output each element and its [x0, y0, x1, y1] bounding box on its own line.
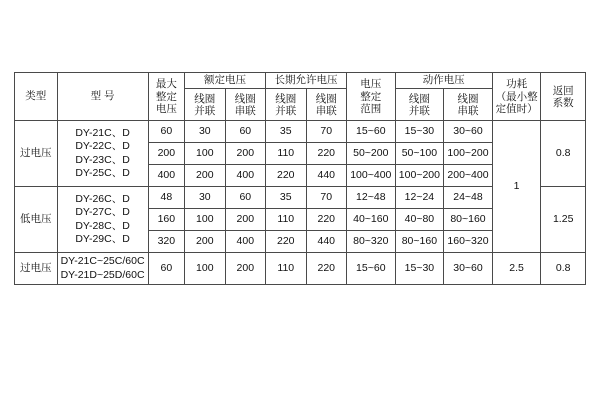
cell-action-parallel: 80~160 — [395, 231, 444, 253]
cell-rated-series: 200 — [225, 209, 265, 231]
header-return-coefficient-line1: 返回 — [552, 84, 574, 97]
model-line: DY-29C、D — [75, 233, 130, 246]
cell-action-parallel: 15~30 — [395, 253, 444, 285]
cell-action-series: 30~60 — [444, 121, 493, 143]
header-rated-coil-parallel-line2: 并联 — [194, 104, 216, 117]
header-rated-coil-parallel-line1: 线圈 — [194, 92, 216, 105]
cell-max-setting-voltage: 160 — [148, 209, 184, 231]
model-line: DY-21C、D — [75, 126, 130, 139]
row-models-overvoltage-1 — [57, 121, 148, 187]
header-rated-coil-parallel — [185, 89, 225, 121]
cell-action-parallel: 40~80 — [395, 209, 444, 231]
cell-setting-range: 15~60 — [347, 253, 396, 285]
cell-rated-parallel: 200 — [185, 231, 225, 253]
cell-max-setting-voltage: 400 — [148, 165, 184, 187]
cell-power-merged: 1 — [492, 121, 541, 253]
cell-action-series: 160~320 — [444, 231, 493, 253]
model-line: DY-25C、D — [75, 167, 130, 180]
header-type: 类型 — [15, 73, 58, 121]
cell-long-parallel: 110 — [266, 143, 306, 165]
cell-long-series: 220 — [306, 253, 346, 285]
cell-max-setting-voltage: 320 — [148, 231, 184, 253]
header-action-coil-parallel-line2: 并联 — [408, 104, 430, 117]
cell-rated-series: 400 — [225, 165, 265, 187]
cell-action-series: 24~48 — [444, 187, 493, 209]
cell-setting-range: 15~60 — [347, 121, 396, 143]
cell-rated-series: 60 — [225, 187, 265, 209]
cell-max-setting-voltage: 200 — [148, 143, 184, 165]
cell-setting-range: 100~400 — [347, 165, 396, 187]
cell-action-parallel: 12~24 — [395, 187, 444, 209]
header-voltage-label: 电压 — [360, 78, 382, 91]
table-body — [15, 121, 586, 285]
header-long-coil-parallel-line2: 并联 — [275, 104, 297, 117]
cell-action-parallel: 100~200 — [395, 165, 444, 187]
header-long-coil-series-line2: 串联 — [315, 104, 337, 117]
cell-setting-range: 50~200 — [347, 143, 396, 165]
header-rated-coil-series — [225, 89, 265, 121]
cell-rated-series: 60 — [225, 121, 265, 143]
row-models-overvoltage-2 — [57, 253, 148, 285]
cell-rated-series: 400 — [225, 231, 265, 253]
header-return-coefficient-line2: 系数 — [552, 96, 574, 109]
cell-max-setting-voltage: 60 — [148, 253, 184, 285]
header-power — [492, 73, 541, 121]
cell-long-series: 70 — [306, 121, 346, 143]
cell-rated-parallel: 30 — [185, 121, 225, 143]
cell-rated-parallel: 100 — [185, 209, 225, 231]
header-rated-coil-series-line1: 线圈 — [234, 92, 256, 105]
header-action-coil-parallel — [395, 89, 444, 121]
header-long-term-voltage: 长期允许电压 — [266, 73, 347, 89]
header-long-coil-series-line1: 线圈 — [315, 92, 337, 105]
header-action-coil-series — [444, 89, 493, 121]
cell-long-parallel: 35 — [266, 187, 306, 209]
header-setting-range-line2: 范围 — [360, 102, 382, 115]
cell-long-parallel: 110 — [266, 209, 306, 231]
header-long-coil-parallel — [266, 89, 306, 121]
header-action-voltage: 动作电压 — [395, 73, 492, 89]
header-setting-range-line1: 整定 — [360, 90, 382, 103]
cell-setting-range: 40~160 — [347, 209, 396, 231]
cell-long-parallel: 220 — [266, 231, 306, 253]
model-line: DY-23C、D — [75, 153, 130, 166]
model-line: DY-21D~25D/60C — [60, 268, 145, 281]
row-type-overvoltage-1: 过电压 — [15, 121, 58, 187]
cell-long-parallel: 220 — [266, 165, 306, 187]
table-row — [15, 253, 586, 285]
cell-long-series: 70 — [306, 187, 346, 209]
header-long-coil-series — [306, 89, 346, 121]
cell-max-setting-voltage: 48 — [148, 187, 184, 209]
cell-rated-parallel: 100 — [185, 143, 225, 165]
header-action-coil-series-line2: 串联 — [457, 104, 479, 117]
header-rated-coil-series-line2: 串联 — [234, 104, 256, 117]
cell-return-coefficient-undervoltage: 1.25 — [541, 187, 586, 253]
cell-action-series: 100~200 — [444, 143, 493, 165]
table-header — [15, 73, 586, 121]
header-max-setting-voltage-line3: 电压 — [155, 102, 177, 115]
cell-max-setting-voltage: 60 — [148, 121, 184, 143]
header-voltage-range — [347, 73, 396, 121]
cell-setting-range: 80~320 — [347, 231, 396, 253]
header-return-coefficient — [541, 73, 586, 121]
cell-rated-series: 200 — [225, 143, 265, 165]
cell-long-series: 440 — [306, 231, 346, 253]
model-line: DY-27C、D — [75, 206, 130, 219]
cell-long-series: 440 — [306, 165, 346, 187]
cell-long-parallel: 35 — [266, 121, 306, 143]
relay-spec-table — [14, 72, 586, 285]
header-max-setting-voltage-line2: 整定 — [155, 90, 177, 103]
model-line: DY-26C、D — [75, 192, 130, 205]
row-models-undervoltage — [57, 187, 148, 253]
cell-power: 2.5 — [492, 253, 541, 285]
cell-action-series: 200~400 — [444, 165, 493, 187]
row-type-undervoltage: 低电压 — [15, 187, 58, 253]
header-power-line2: （最小整 — [495, 90, 538, 103]
cell-action-parallel: 50~100 — [395, 143, 444, 165]
header-model: 型 号 — [57, 73, 148, 121]
cell-long-parallel: 110 — [266, 253, 306, 285]
model-line: DY-28C、D — [75, 219, 130, 232]
header-row-group — [15, 73, 586, 89]
cell-rated-parallel: 100 — [185, 253, 225, 285]
table-row — [15, 121, 586, 143]
cell-action-parallel: 15~30 — [395, 121, 444, 143]
cell-setting-range: 12~48 — [347, 187, 396, 209]
cell-long-series: 220 — [306, 143, 346, 165]
header-max-setting-voltage-line1: 最大 — [155, 78, 177, 91]
cell-rated-parallel: 30 — [185, 187, 225, 209]
model-line: DY-21C~25C/60C — [60, 255, 145, 268]
cell-action-series: 30~60 — [444, 253, 493, 285]
cell-long-series: 220 — [306, 209, 346, 231]
header-power-line1: 功耗 — [506, 78, 528, 91]
header-max-setting-voltage — [148, 73, 184, 121]
cell-action-series: 80~160 — [444, 209, 493, 231]
cell-return-coefficient: 0.8 — [541, 253, 586, 285]
spec-table-container — [14, 72, 586, 285]
row-type-overvoltage-2: 过电压 — [15, 253, 58, 285]
header-action-coil-parallel-line1: 线圈 — [408, 92, 430, 105]
header-action-coil-series-line1: 线圈 — [457, 92, 479, 105]
header-rated-voltage: 额定电压 — [185, 73, 266, 89]
header-power-line3: 定值时） — [495, 102, 538, 115]
header-long-coil-parallel-line1: 线圈 — [275, 92, 297, 105]
model-line: DY-22C、D — [75, 140, 130, 153]
cell-rated-parallel: 200 — [185, 165, 225, 187]
cell-rated-series: 200 — [225, 253, 265, 285]
cell-return-coefficient-overvoltage: 0.8 — [541, 121, 586, 187]
